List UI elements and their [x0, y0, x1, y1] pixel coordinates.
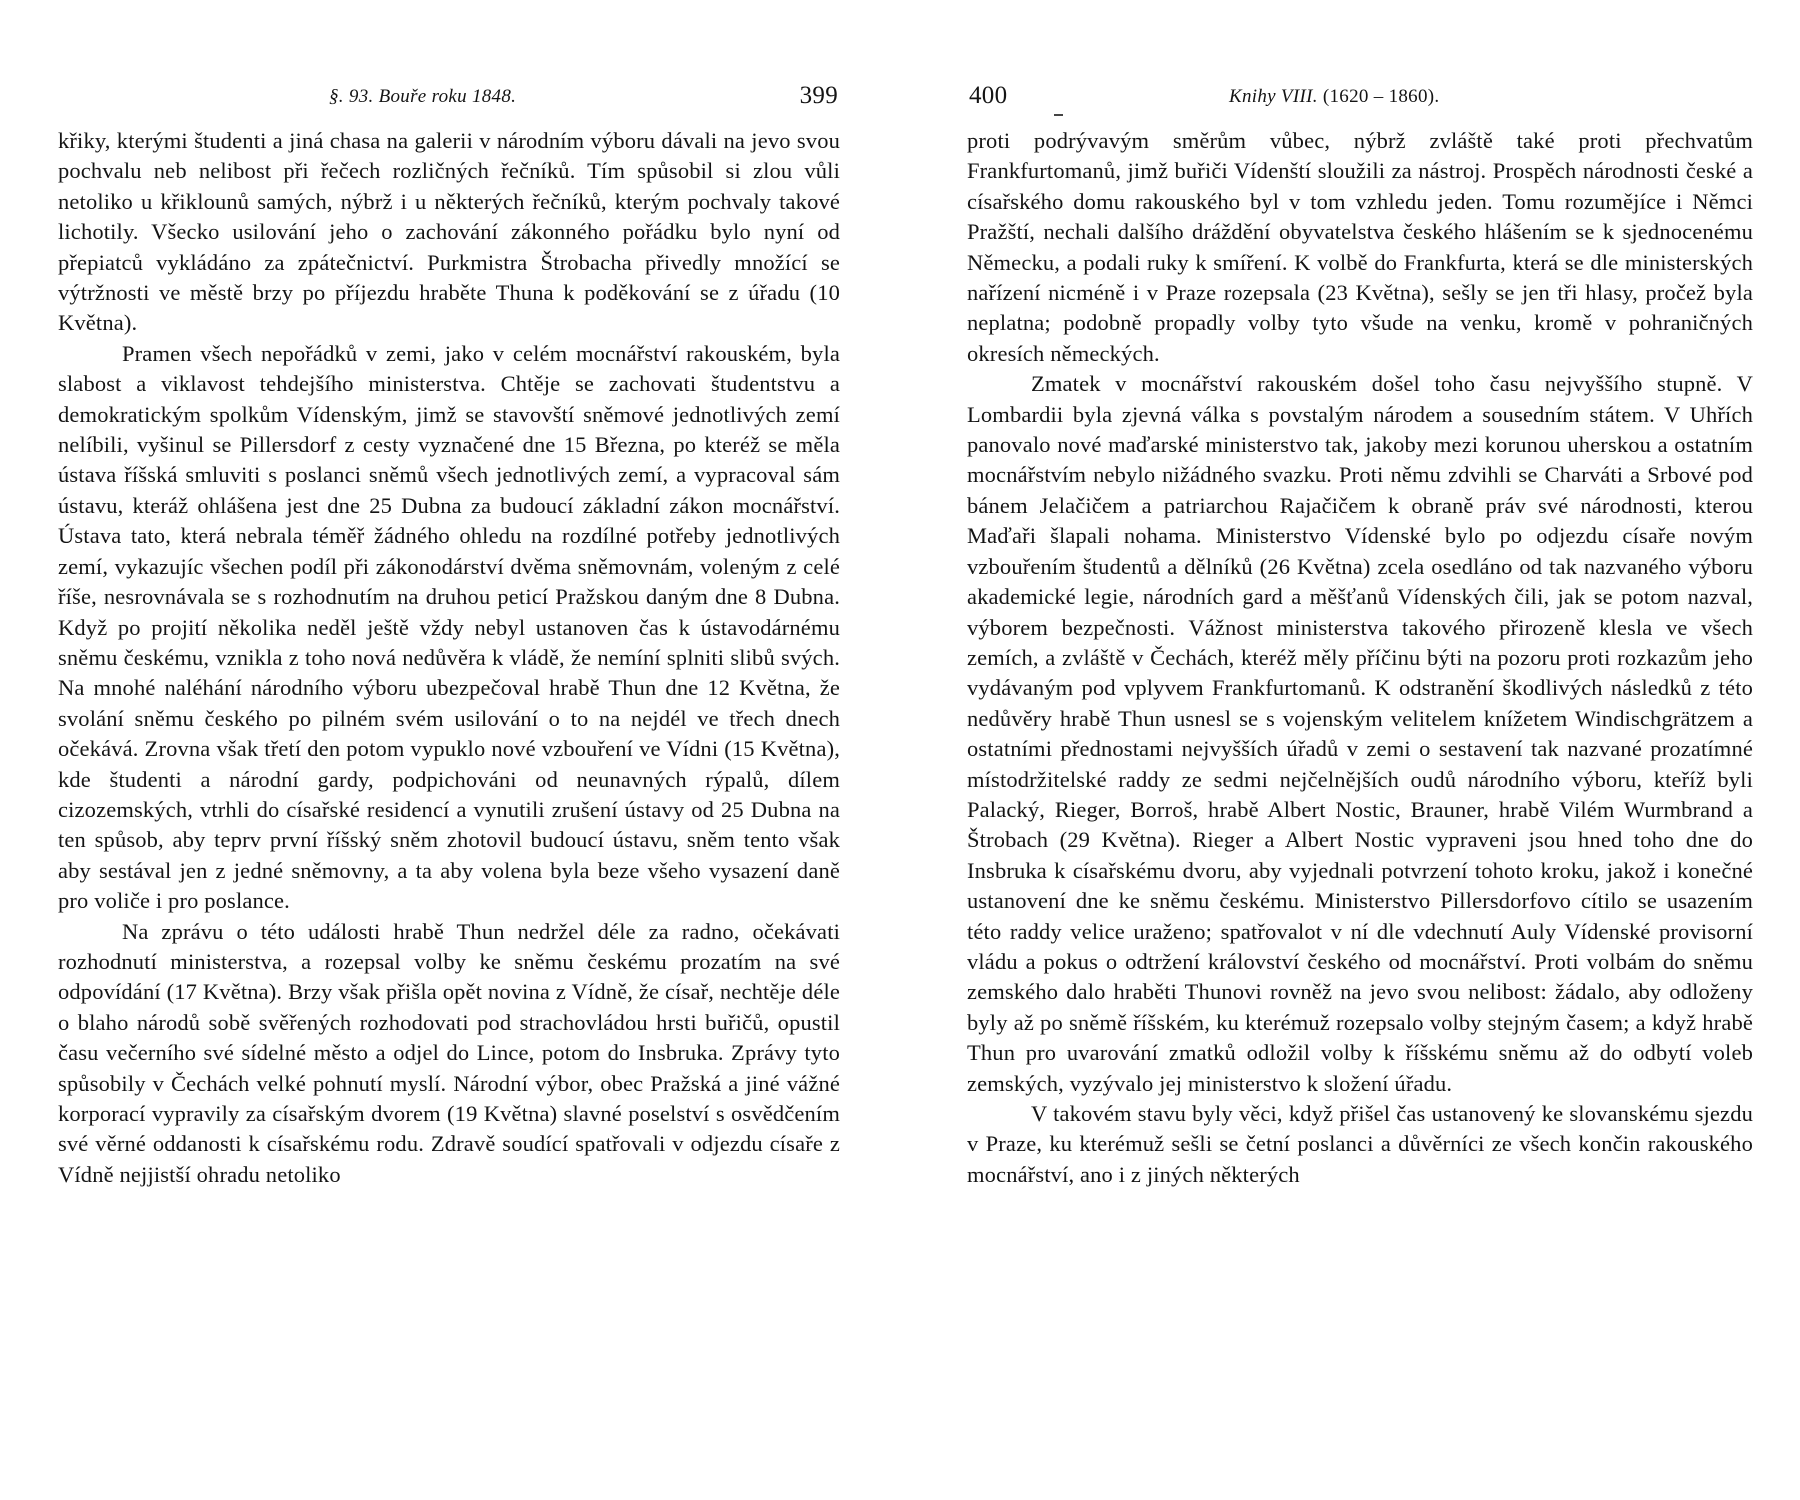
- paragraph: V takovém stavu byly věci, když přišel čas ustanovený ke slovanskému sjezdu v Praze, ku kterémuž sešli se četní poslanci a důvěrníci ze všech končin rakouského mocnářství, ano i z jiných některých: [967, 1101, 1753, 1187]
- right-running-title-book: Knihy VIII.: [1229, 86, 1318, 107]
- paragraph: proti podrývavým směrům vůbec, nýbrž zvláště také proti přechvatům Frankfurtomanů, jimž buřiči Vídenští sloužili za nástroj. Prospěch národnosti české a císařského domu rakouského byl v tom vzhledu jeden. Tomu rozumějíce i Němci Pražští, nechali dalšího dráždění obyvatelstva českého hlášením se k sjednocenému Německu, a podali ruky k smíření. K volbě do Frankfurta, která se dle ministerských nařízení nicméně i v Praze rozepsala (23 Května), sešly se jen tři hlasy, pročež byla neplatna; podobně propadly volby tyto všude na venku, kromě v pohraničných okresích německých.: [967, 128, 1753, 366]
- right-page-number: 400: [969, 82, 1008, 109]
- paragraph: Zmatek v mocnářství rakouském došel toho času nejvyššího stupně. V Lombardii byla zjevná válka s povstalým národem a sousedním státem. V Uhřích panovalo nové maďarské ministerstvo tak, jakoby mezi korunou uherskou a ostatním mocnářstvím nebylo nižádného svazku. Proti němu zdvihli se Charváti a Srbové pod bánem Jelačičem a patriarchou Rajačičem k obraně práv své národnosti, kterou Maďaři šlapali nohama. Ministerstvo Vídenské bylo po odjezdu císaře novým vzbouřením študentů a dělníků (26 Května) zcela osedláno od tak nazvaného výboru akademické legie, národních gard a měšťanů Vídenských čili, jak se potom nazval, výborem bezpečnosti. Vážnost ministerstva takového přirozeně klesla ve všech zemích, a zvláště v Čechách, kteréž měly příčinu býti na pozoru proti rozkazům jeho vydávaným pod vplyvem Frankfurtomanů. K odstranění škodlivých následků z této nedůvěry hrabě Thun usnesl se s vojenským velitelem knížetem Windischgrätzem a ostatními přednostami nejvyšších úřadů v zemi o sestavení tak nazvané prozatímné místodržitelské raddy ze sedmi nejčelnějších oudů národního výboru, kteříž byli Palacký, Rieger, Borroš, hrabě Albert Nostic, Brauner, hrabě Vilém Wurmbrand a Štrobach (29 Května). Rieger a Albert Nostic vypraveni jsou hned toho dne do Insbruka k císařskému dvoru, aby vyjednali potvrzení tohoto kroku, jakož i konečné ustanovení dne ke sněmu českému. Ministerstvo Pillersdorfovo cítilo se usazením této raddy velice uraženo; spatřovalot v ní dle vdechnutí Auly Vídenské provisorní vládu a pokus o odtržení království českého od mocnářství. Proti volbám do sněmu zemského dalo hraběti Thunovi rovněž na jevo svou nelibost: žádalo, aby odloženy byly až po sněmě říšském, ku kterémuž rozepsalo volby stejným časem; a když hrabě Thun pro uvarování zmatků odložil volby k říšskému sněmu až do odbytí voleb zemských, vyzývalo jej ministerstvo k složení úřadu.: [967, 371, 1753, 1096]
- right-running-head: [967, 82, 1753, 116]
- paragraph: Na zprávu o této události hrabě Thun nedržel déle za radno, očekávati rozhodnutí ministerstva, a rozepsal volby ke sněmu českému prozatím na své odpovídání (17 Května). Brzy však přišla opět novina z Vídně, že císař, nechtěje déle o blaho národů sobě svěřených rozhodovati pod strachovládou hrsti buřičů, opustil času večerního své sídelné město a odjel do Lince, potom do Insbruka. Zprávy tyto spůsobily v Čechách velké pohnutí myslí. Národní výbor, obec Pražská a jiné vážné korporací vypravily za císařským dvorem (19 Května) slavné poselství s osvědčením své věrné oddanosti k císařskému rodu. Zdravě soudící spatřovali v odjezdu císaře z Vídně nejjistší ohradu netoliko: [58, 918, 840, 1187]
- left-page-number: 399: [799, 82, 838, 109]
- right-page: [967, 82, 1753, 1190]
- paragraph: křiky, kterými študenti a jiná chasa na galerii v národním výboru dávali na jevo svou pochvalu neb nelibost při řečech rozličných řečníků. Tím spůsobil si zlou vůli netoliko u křiklounů samých, nýbrž i u některých řečníků, kterým pochvaly takové lichotily. Všecko usilování jeho o zachování zákonného pořádku bylo nyní od přepiatců vykládáno za zpátečnictví. Purkmistra Štrobacha přivedly množící se výtržnosti ve městě brzy po příjezdu hraběte Thuna k poděkování se z úřadu (10 Května).: [58, 128, 840, 336]
- left-running-head: [58, 82, 840, 116]
- right-running-title: [1229, 86, 1439, 108]
- left-body-text: [58, 126, 840, 1190]
- left-running-title: §. 93. Bouře roku 1848.: [329, 86, 517, 107]
- printer-mark: [1054, 114, 1063, 116]
- right-body-text: [967, 126, 1753, 1190]
- left-page: [58, 82, 840, 1190]
- paragraph: Pramen všech nepořádků v zemi, jako v celém mocnářství rakouském, byla slabost a viklavost tehdejšího ministerstva. Chtěje se zachovati študentstvu a demokratickým spolkům Vídenským, jimž se stavovští sněmové jednotlivých zemí nelíbili, vyšinul se Pillersdorf z cesty vyznačené dne 15 Března, po kteréž se měla ústava říšská smluviti s poslanci sněmů všech jednotlivých zemí, a vypracoval sám ústavu, kteráž ohlášena jest dne 25 Dubna za budoucí základní zákon mocnářství. Ústava tato, která nebrala téměř žádného ohledu na rozdílné potřeby jednotlivých zemí, vykazujíc všechen podíl při zákonodárství dvěma sněmovnám, voleným z celé říše, nesrovnávala se s rozhodnutím na druhou peticí Pražskou daným dne 8 Dubna. Když po projití několika neděl ještě vždy nebyl ustanoven čas k ústavodárnému sněmu českému, vznikla z toho nová nedůvěra k vládě, že nemíní splniti slibů svých. Na mnohé naléhání národního výboru ubezpečoval hrabě Thun dne 12 Května, že svolání sněmu českého po pilném svém usilování o to na nejdél ve třech dnech očekává. Zrovna však třetí den potom vypuklo nové vzbouření ve Vídni (15 Května), kde študenti a národní gardy, podpichováni od neunavných rýpalů, dílem cizozemských, vtrhli do císařské residencí a vynutili zrušení ústavy od 25 Dubna na ten spůsob, aby teprv první říšský sněm zhotovil budoucí ústavu, sněm tento však aby sestával jen z jedné sněmovny, a ta aby volena byla beze všeho vysazení daně pro voliče i pro poslance.: [58, 340, 840, 914]
- right-running-title-years: (1620 – 1860).: [1322, 86, 1440, 107]
